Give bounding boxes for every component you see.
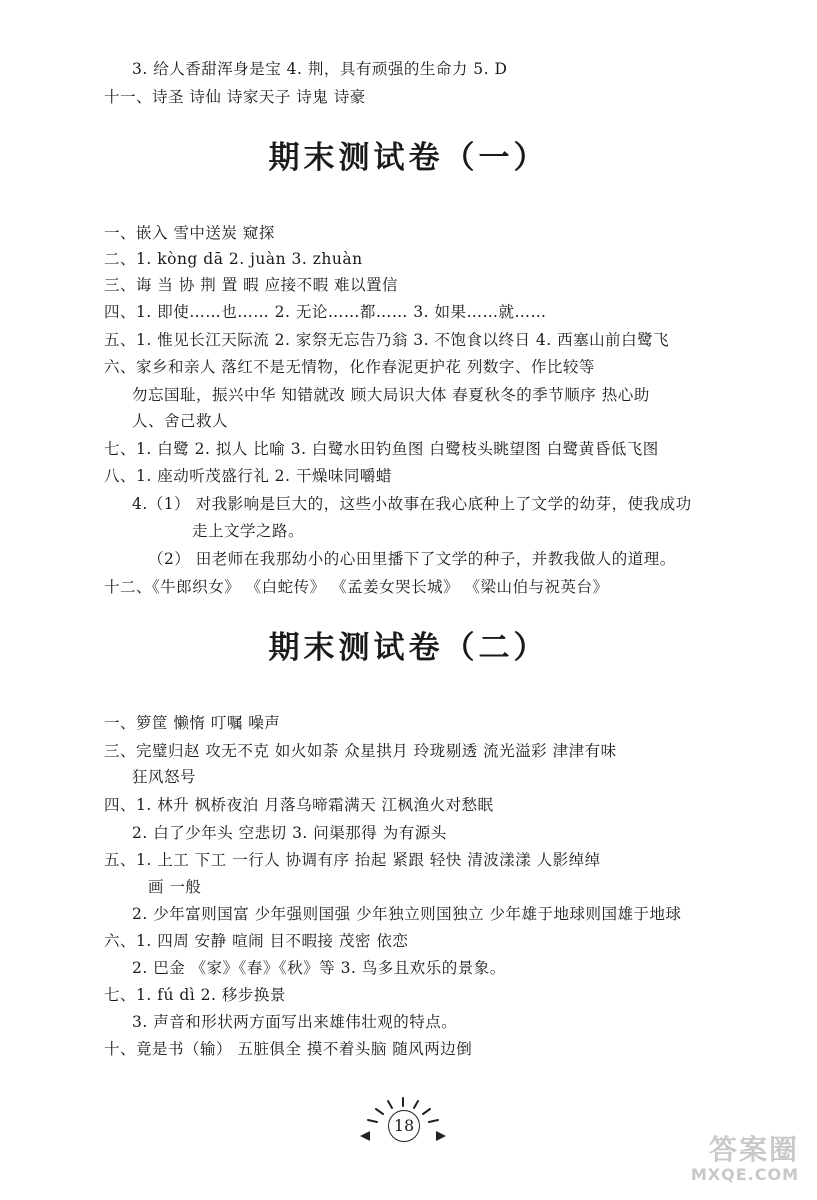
exam1-line: 八、1. 座动听茂盛行礼 2. 干燥味同嚼蜡 xyxy=(104,467,392,485)
exam1-line: 四、1. 即使……也…… 2. 无论……都…… 3. 如果……就…… xyxy=(104,303,547,321)
watermark-title: 答案圈 xyxy=(708,1133,799,1166)
exam1-line: 十二、《牛郎织女》 《白蛇传》 《孟姜女哭长城》 《梁山伯与祝英台》 xyxy=(104,578,609,596)
exam1-line: 4.（1） 对我影响是巨大的，这些小故事在我心底种上了文学的幼芽，使我成功 xyxy=(132,495,692,513)
exam1-line: 二、1. kòng dā 2. juàn 3. zhuàn xyxy=(104,250,363,268)
exam2-line: 十、竟是书（输） 五脏俱全 摸不着头脑 随风两边倒 xyxy=(104,1040,473,1058)
watermark-url: MXQE.COM xyxy=(690,1165,799,1184)
exam2-title: 期末测试卷（二） xyxy=(268,630,549,666)
exam1-line: 七、1. 白鹭 2. 拟人 比喻 3. 白鹭水田钓鱼图 白鹭枝头眺望图 白鹭黄昏低飞图 xyxy=(104,440,659,458)
exam2-line: 七、1. fú dì 2. 移步换景 xyxy=(104,986,286,1004)
exam2-line: 五、1. 上工 下工 一行人 协调有序 抬起 紧跟 轻快 清波漾漾 人影绰绰 xyxy=(104,851,601,869)
exam1-line: 五、1. 惟见长江天际流 2. 家祭无忘告乃翁 3. 不饱食以终日 4. 西塞山前白鹭飞 xyxy=(104,331,670,349)
exam1-line: 六、家乡和亲人 落红不是无情物，化作春泥更护花 列数字、作比较等 xyxy=(104,358,595,376)
top-line-1: 3. 给人香甜浑身是宝 4. 荆，具有顽强的生命力 5. D xyxy=(132,60,508,78)
exam1-line: 人、舍己救人 xyxy=(132,412,229,430)
exam2-line: 3. 声音和形状两方面写出来雄伟壮观的特点。 xyxy=(132,1013,458,1031)
exam2-line: 四、1. 林升 枫桥夜泊 月落乌啼霜满天 江枫渔火对愁眠 xyxy=(104,796,494,814)
exam1-line: 一、嵌入 雪中送炭 窥探 xyxy=(104,224,275,242)
exam2-line: 六、1. 四周 安静 喧闹 目不暇接 茂密 依恋 xyxy=(104,932,409,950)
exam2-line: 三、完璧归赵 攻无不克 如火如荼 众星拱月 玲珑剔透 流光溢彩 津津有味 xyxy=(104,742,617,760)
top-line-2: 十一、诗圣 诗仙 诗家天子 诗鬼 诗豪 xyxy=(104,88,366,106)
exam1-line: 三、诲 当 协 荆 置 暇 应接不暇 难以置信 xyxy=(104,276,398,294)
exam2-line: 画 一般 xyxy=(148,878,202,896)
exam2-line: 2. 白了少年头 空悲切 3. 问渠那得 为有源头 xyxy=(132,824,447,842)
exam1-title: 期末测试卷（一） xyxy=(268,140,549,176)
exam1-line: （2） 田老师在我那幼小的心田里播下了文学的种子，并教我做人的道理。 xyxy=(148,550,676,568)
exam2-line: 2. 少年富则国富 少年强则国强 少年独立则国独立 少年雄于地球则国雄于地球 xyxy=(132,905,682,923)
exam1-line: 走上文学之路。 xyxy=(192,522,305,540)
exam2-line: 2. 巴金 《家》《春》《秋》等 3. 鸟多且欢乐的景象。 xyxy=(132,959,506,977)
exam2-line: 狂风怒号 xyxy=(132,768,197,786)
exam2-line: 一、箩筐 懒惰 叮嘱 噪声 xyxy=(104,714,281,732)
page-number-badge xyxy=(358,1096,448,1148)
watermark-logo xyxy=(649,1134,799,1194)
page-number: 18 xyxy=(388,1110,420,1142)
exam1-line: 勿忘国耻，振兴中华 知错就改 顾大局识大体 春夏秋冬的季节顺序 热心助 xyxy=(132,386,650,404)
